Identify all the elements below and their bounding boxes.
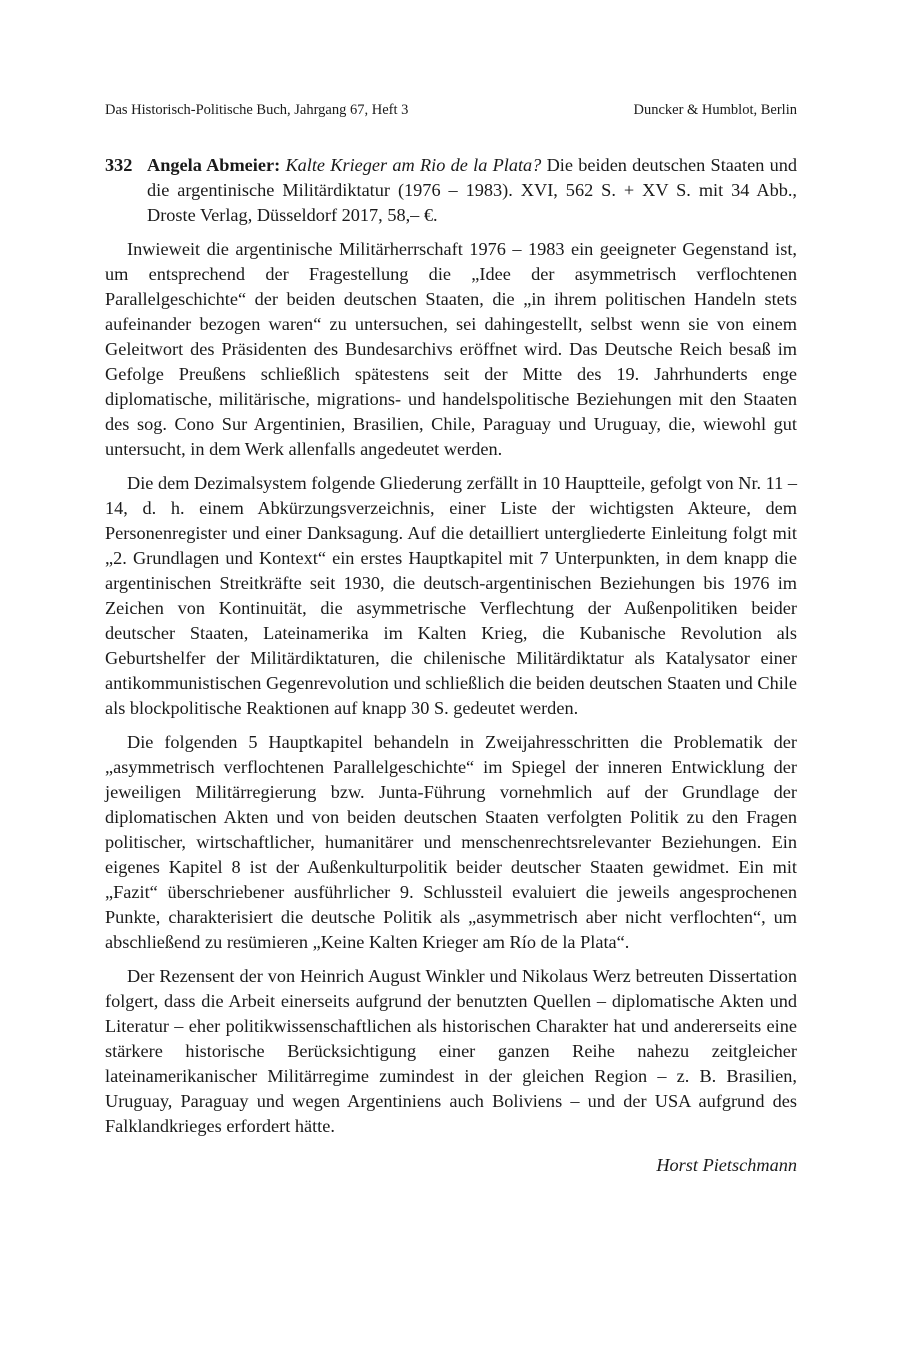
- review-paragraph: Die folgenden 5 Hauptkapitel behandeln in Zweijahresschritten die Problematik der „asymmetrisch verflochtenen Parallelgeschichte“ im Spiegel der inneren Entwicklung der jeweiligen Militärregierung bzw. Junta-Führung vornehmlich auf der Grundlage der diplomatischen Akten und von beiden deutschen Staaten verfolgten Politik zu den Fragen politischer, wirtschaftlicher, humanitärer und menschenrechtsrelevanter Beziehungen. Ein eigenes Kapitel 8 ist der Außenkulturpolitik beider deutscher Staaten gewidmet. Ein mit „Fazit“ überschriebener ausführlicher 9. Schlussteil evaluiert die jeweils angesprochenen Punkte, charakterisiert die deutsche Politik als „asymmetrisch aber nicht verflochten“, um abschließend zu resümieren „Keine Kalten Krieger am Río de la Plata“.: [105, 732, 797, 952]
- entry-bibliography: Die beiden deutschen Staaten und die argentinische Militärdiktatur (1976 – 1983). XVI, 562 S. + XV S. mit 34 Abb., Droste Verlag, Düsseldorf 2017, 58,– €.: [147, 155, 797, 225]
- journal-title: Das Historisch-Politische Buch, Jahrgang 67, Heft 3: [105, 102, 409, 118]
- entry-heading: [105, 153, 797, 228]
- review-paragraph: Inwieweit die argentinische Militärherrschaft 1976 – 1983 ein geeigneter Gegenstand ist, um entsprechend der Fragestellung die „Idee der asymmetrisch verflochtenen Parallelgeschichte“ der beiden deutschen Staaten, die „in ihrem politischen Handeln stets aufeinander bezogen waren“ zu untersuchen, sei dahingestellt, selbst wenn sie von einem Geleitwort des Präsidenten des Bundesarchivs eröffnet wird. Das Deutsche Reich besaß im Gefolge Preußens schließlich spätestens seit der Mitte des 19. Jahrhunderts enge diplomatische, militärische, migrations- und handelspolitische Beziehungen mit den Staaten des sog. Cono Sur Argentinien, Brasilien, Chile, Paraguay und Uruguay, die, wiewohl gut untersucht, in dem Werk allenfalls angedeutet werden.: [105, 239, 797, 459]
- reviewer-name: Horst Pietschmann: [656, 1155, 797, 1175]
- review-paragraph: Die dem Dezimalsystem folgende Gliederung zerfällt in 10 Hauptteile, gefolgt von Nr. 11 – 14, d. h. einem Abkürzungsverzeichnis, einer Liste der wichtigsten Akteure, dem Personenregister und einer Danksagung. Auf die detailliert untergliederte Einleitung folgt mit „2. Grundlagen und Kontext“ ein erstes Hauptkapitel mit 7 Unterpunkten, in dem knapp die argentinischen Streitkräfte seit 1930, die deutsch-argentinischen Beziehungen bis 1976 im Zeichen von Kontinuität, die asymmetrische Verflechtung der Außenpolitiken beider deutscher Staaten, Lateinamerika im Kalten Krieg, die Kubanische Revolution als Geburtshelfer der Militärdiktaturen, die chilenische Militärdiktatur als Katalysator einer antikommunistischen Gegenrevolution und schließlich die beiden deutschen Staaten und Chile als blockpolitische Reaktionen auf knapp 30 S. gedeutet werden.: [105, 473, 797, 718]
- review-entry: [105, 153, 797, 1178]
- entry-author: Angela Abmeier:: [147, 155, 281, 175]
- entry-number: 332: [105, 155, 133, 175]
- review-paragraph: Der Rezensent der von Heinrich August Winkler und Nikolaus Werz betreuten Dissertation folgert, dass die Arbeit einerseits aufgrund der benutzten Quellen – diplomatische Akten und Literatur – eher politikwissenschaftlichen als historischen Charakter hat und andererseits eine stärkere historische Berücksichtigung einer ganzen Reihe nahezu zeitgleicher lateinamerikanischer Militärregime zumindest in der gleichen Region – z. B. Brasilien, Uruguay, Paraguay und wegen Argentiniens auch Boliviens – und der USA aufgrund des Falklandkrieges erfordert hätte.: [105, 966, 797, 1136]
- running-header: [105, 101, 797, 119]
- entry-title: Kalte Krieger am Rio de la Plata?: [285, 155, 542, 175]
- publisher-name: Duncker & Humblot, Berlin: [633, 102, 797, 118]
